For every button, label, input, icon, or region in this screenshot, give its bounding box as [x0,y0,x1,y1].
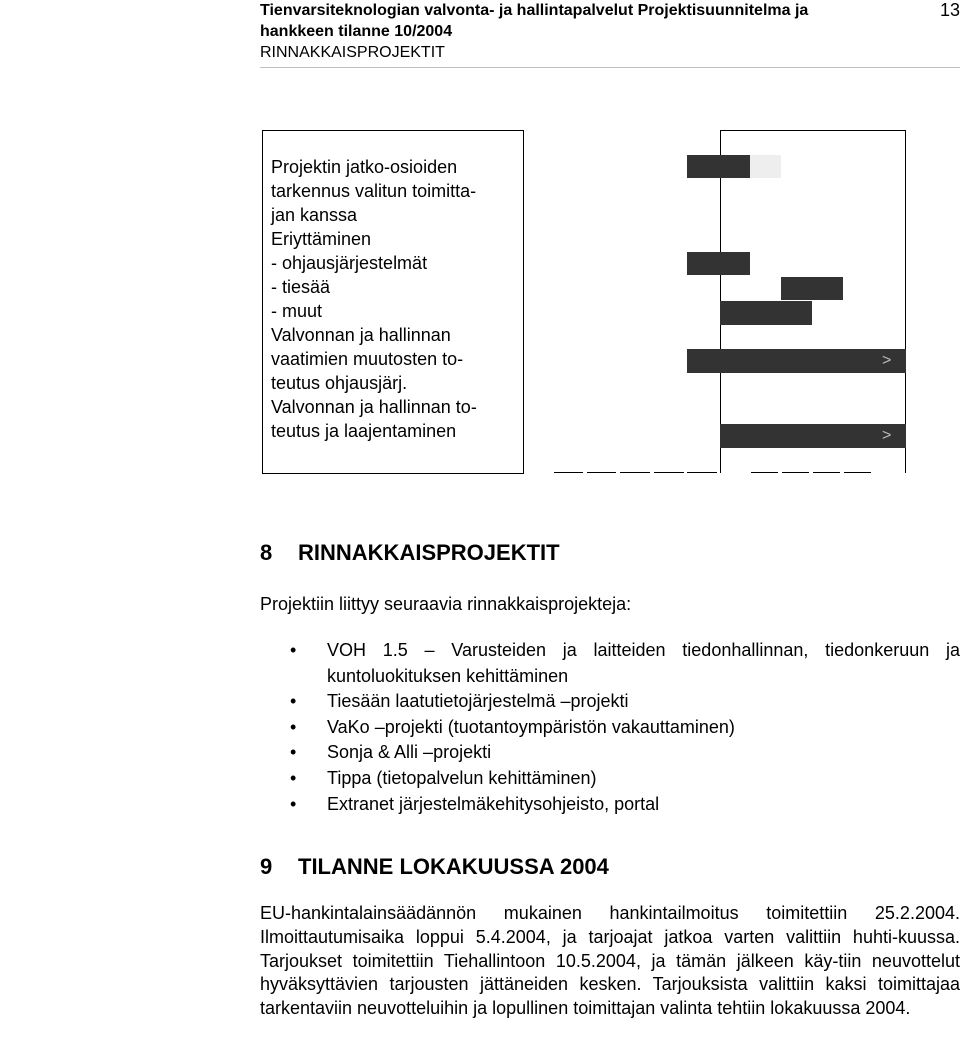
task-line: Projektin jatko-osioiden [271,157,458,177]
list-item: • Tiesään laatutietojärjestelmä –projekti [290,689,960,715]
header-section-name: RINNAKKAISPROJEKTIT [260,44,445,61]
task-line: Eriyttäminen [271,229,372,249]
gantt-tick [587,472,616,473]
parallel-projects-list [290,638,960,817]
task-line: tarkennus valitun toimitta- [271,181,477,201]
page-number: 13 [939,0,960,20]
task-line: vaatimien muutosten to- [271,349,464,369]
section-title: TILANNE LOKAKUUSSA 2004 [298,854,609,879]
gantt-continue-arrow: > [882,427,892,444]
task-line: teutus ja laajentaminen [271,421,457,441]
task-line: - ohjausjärjestelmät [271,253,428,273]
list-item: • Tippa (tietopalvelun kehittäminen) [290,766,960,792]
header-title-line2: hankkeen tilanne 10/2004 [260,23,453,40]
list-item: • VOH 1.5 – Varusteiden ja laitteiden tiedonhallinnan, tiedonkeruun ja kuntoluokituksen kehittäminen [290,638,960,689]
task-line: Valvonnan ja hallinnan [271,325,451,345]
list-item: • VaKo –projekti (tuotantoympäristön vakauttaminen) [290,715,960,741]
section-8-intro: Projektiin liittyy seuraavia rinnakkaisprojekteja: [260,594,632,614]
task-line: teutus ohjausjärj. [271,373,408,393]
list-item: • Sonja & Alli –projekti [290,740,960,766]
section-9-heading [260,854,609,880]
section-title: RINNAKKAISPROJEKTIT [298,540,560,565]
gantt-tick [554,472,583,473]
gantt-tick [782,472,809,473]
gantt-tick [813,472,840,473]
gantt-tick [844,472,871,473]
header-rule [260,67,960,68]
gantt-bar-laajentaminen [720,424,906,448]
section-number: 8 [260,540,273,565]
gantt-bar-muut [720,301,812,325]
gantt-task-list [271,155,521,443]
header-title-line1: Tienvarsiteknologian valvonta- ja hallintapalvelut Projektisuunnitelma ja [260,2,809,19]
gantt-bar-tiesaa [781,277,843,300]
section-9-paragraph: EU-hankintalainsäädännön mukainen hankintailmoitus toimitettiin 25.2.2004. Ilmoittautumisaika loppui 5.4.2004, ja tarjoajat jatkoa varten valittiin huhti-kuussa. Tarjoukset toimitettiin Tiehallintoon 10.5.2004, ja tämän jälkeen käy-tiin neuvottelut hyväksyttävien tarjousten jättäneiden kesken. Tarjouksista valittiin kaksi toimittajaa tarkentaviin neuvotteluihin ja lopullinen toimittajan valinta tehtiin lokakuussa 2004. [260,903,960,1019]
gantt-bar-muutokset [687,349,906,373]
gantt-table [262,130,906,474]
gantt-tick [620,472,650,473]
task-line: Valvonnan ja hallinnan to- [271,397,477,417]
list-item: • Extranet järjestelmäkehitysohjeisto, portal [290,792,960,818]
gantt-tick [687,472,717,473]
section-number: 9 [260,854,273,879]
task-line: - tiesää [271,277,331,297]
gantt-bar-jatko [687,155,750,178]
gantt-bar-jatko-tail [750,155,781,178]
page-header [260,0,960,63]
gantt-tick [751,472,778,473]
gantt-bar-ohjaus [687,252,750,275]
section-8-heading [260,540,560,566]
task-line: - muut [271,301,323,321]
task-line: jan kanssa [271,205,358,225]
gantt-continue-arrow: > [882,352,892,369]
gantt-tick [654,472,684,473]
